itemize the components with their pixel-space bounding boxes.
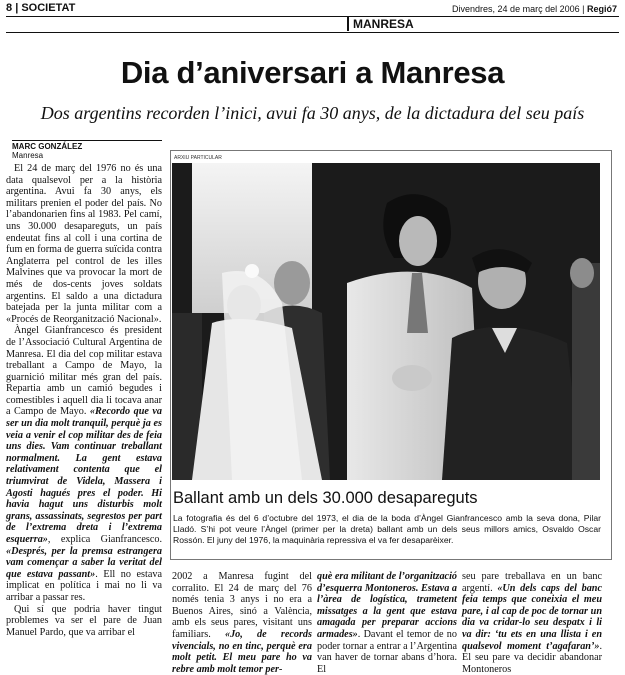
issue-date: Divendres, 24 de març del 2006: [452, 4, 580, 14]
quote: «Després, per la premsa estrangera vam començar a saber la veritat del que estava passant»: [6, 545, 162, 580]
author-name: MARC GONZÁLEZ: [12, 142, 83, 151]
subheadline: Dos argentins recorden l’inici, avui fa 30 anys, de la dictadura del seu país: [40, 103, 585, 123]
headline: Dia d’aniversari a Manresa: [120, 55, 505, 90]
section-name: SOCIETAT: [21, 2, 76, 14]
paragraph: 2002 a Manresa fugint del corralito. El 24 de març del 76 només tenia 3 anys i no era a Buenos Aires, sinó a València, amb els seus pares, visitant uns familiars. «Jo, de records vivencials, no en tinc, perquè era molt petit. El meu pare ho va rebre amb molt temor per-: [172, 571, 312, 675]
article-column-1: [6, 163, 162, 669]
page-number: 8: [6, 2, 13, 14]
photo-caption-text: La fotografia és del 6 d’octubre del 1973, el dia de la boda d’Àngel Gianfrancesco amb la seva dona, Pilar Lladó. S’hi pot veure l’Àngel (primer per la dreta) ballant amb un dels seus millors amics, Osvaldo Oscar Rossón. El juny del 1976, la maquinària repressiva el va fer desaparèixer.: [173, 513, 601, 545]
header-rule: [6, 32, 619, 33]
header-separator: |: [15, 2, 19, 14]
paragraph: què era militant de l’organització d’esquerra Montoneros. Estava a l’àrea de logística, trametent missatges a la gent que estava amagada per preparar accions armades». Davant el temor de no poder tornar a entrar a l’Argentina van haver de tornar abans d’hora. El: [317, 571, 457, 675]
wedding-photo: [172, 163, 600, 480]
article-column-2: [172, 571, 312, 675]
author-place: Manresa: [12, 151, 44, 160]
page-section-header: [6, 2, 75, 14]
article-column-4: [462, 571, 602, 675]
brand-name: Regió7: [586, 4, 617, 14]
photo-illustration: [172, 163, 600, 480]
quote: «Jo, de records vivencials, no en tinc, perquè era molt petit. El meu pare ho va rebre amb molt temor per-: [172, 628, 312, 675]
byline: [12, 140, 162, 160]
date-brand: Divendres, 24 de març del 2006 | Regió7: [452, 4, 617, 14]
photo-credit: ARXIU PARTICULAR: [174, 155, 222, 161]
paragraph: seu pare treballava en un banc argentí. «Un dels caps del banc feia temps que coneixia el meu pare, i al cap de poc de tornar un dia va cridar-lo seu despatx i li va dir: ‘tu ets en una llista i en qualsevol moment t’agafaran’». El seu pare va decidir abandonar Montoneros: [462, 571, 602, 675]
article-column-3: [317, 571, 457, 675]
top-rule: [6, 16, 619, 17]
paragraph: Àngel Gianfrancesco és president de l’Associació Cultural Argentina de Manresa. El dia del cop militar estava treballant a Campo de Mayo, la guarnició militar més gran del país. Repartia amb un camió begudes i comestibles i aquell dia li tocava anar a Campo de Mayo. «Recordo que va ser un dia molt tranquil, perquè ja es veia a venir el cop militar des de feia uns dies. Vam continuar treballant normalment. La gent estava relativament contenta que el triumvirat de Videla, Massera i Agosti hagués pres el poder. Hi havia hagut uns disturbis molt grans, assassinats, segrestos per part de l’extrema dreta i l’extrema esquerra», explica Gianfrancesco. «Després, per la premsa estrangera vam començar a saber la veritat del que estava passant». Ell no estava implicat en política i mai no li va arribar a passar res.: [6, 325, 163, 603]
paragraph: El 24 de març del 1976 no és una data qualsevol per a la història argentina. Avui fa 30 anys, els militars prenien el poder del país. No l’abandonarien fins al 1983. Pel camí, uns 30.000 desapareguts, un país endeutat fins al coll i una cortina de fum en forma de guerra suïcida contra Anglaterra pel control de les illes Malvines que va provocar la mort de més de dos-cents joves soldats argentins. El saldo a una dictadura batejada per la junta militar com a «Procés de Reorganització Nacional».: [6, 163, 162, 325]
quote: «Recordo que va ser un dia molt tranquil, perquè ja es veia a venir el cop militar des de feia uns dies. Vam continuar treballant normalment. La gent estava relativament contenta que el triumvirat de Videla, Massera i Agosti hagués pres el poder. Hi havia hagut uns disturbis molt grans, assassinats, segrestos per part de l’extrema dreta i l’extrema esquerra»: [6, 406, 163, 545]
section-tag: MANRESA: [347, 17, 414, 31]
quote: què era militant de l’organització d’esquerra Montoneros. Estava a l’àrea de logística, trametent missatges a la gent que estava amagada per preparar accions armades»: [317, 571, 457, 640]
paragraph: Qui sí que podria haver tingut problemes va ser el pare de Juan Manuel Pardo, que va arribar el: [6, 603, 162, 638]
quote: «Un dels caps del banc feia temps que coneixia el meu pare, i al cap de poc de tornar un dia va cridar-lo seu despatx i li va dir: ‘tu ets en una llista i en qualsevol moment t’agafaran’»: [462, 582, 602, 652]
photo-caption-title: Ballant amb un dels 30.000 desapareguts: [173, 489, 478, 507]
